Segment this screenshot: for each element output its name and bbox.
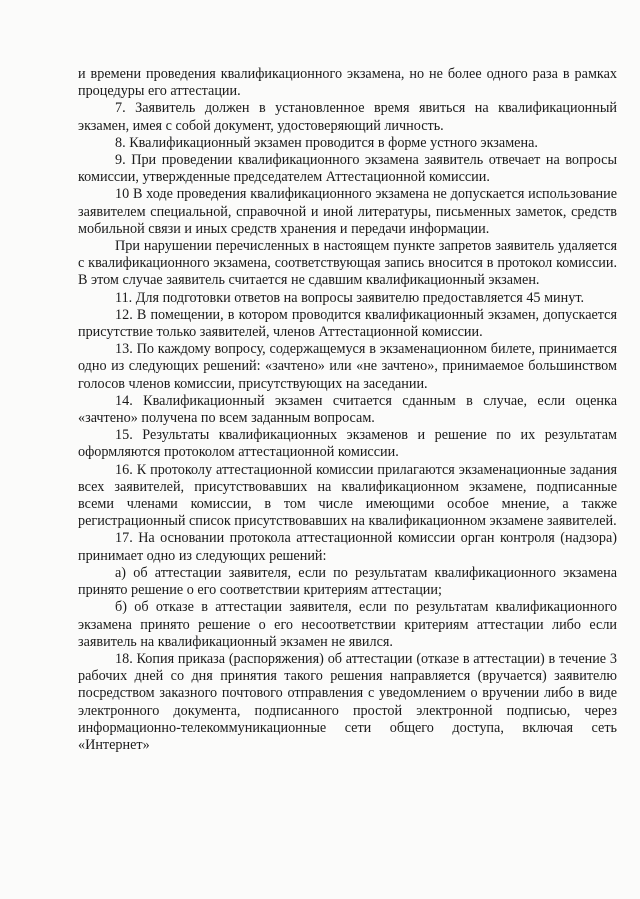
paragraph-18: 18. Копия приказа (распоряжения) об аттестации (отказе в аттестации) в течение 3 рабочих дней со дня принятия такого решения направляется (вручается) заявителю посредством заказного почтового отправления с уведомлением о вручении либо в виде электронного документа, подписанного простой электронной подписью, через информационно-телекоммуникационные сети общего доступа, включая сеть «Интернет» xyxy=(78,650,617,753)
paragraph-17b: б) об отказе в аттестации заявителя, если по результатам квалификационного экзамена принято решение о его несоответствии критериям аттестации либо если заявитель на квалификационный экзамен не явился. xyxy=(78,599,617,650)
paragraph-14: 14. Квалификационный экзамен считается сданным в случае, если оценка «зачтено» получена по всем заданным вопросам. xyxy=(78,392,617,427)
paragraph-10-violation: При нарушении перечисленных в настоящем пункте запретов заявитель удаляется с квалификационного экзамена, соответствующая запись вносится в протокол комиссии. В этом случае заявитель считается не сдавшим квалификационный экзамен. xyxy=(78,238,617,289)
paragraph-17: 17. На основании протокола аттестационной комиссии орган контроля (надзора) принимает одно из следующих решений: xyxy=(78,530,617,564)
paragraph-17a: а) об аттестации заявителя, если по результатам квалификационного экзамена принято решение о его соответствии критериям аттестации; xyxy=(78,564,617,599)
paragraph-9: 9. При проведении квалификационного экзамена заявитель отвечает на вопросы комиссии, утвержденные председателем Аттестационной комиссии. xyxy=(78,152,617,186)
paragraph-8: 8. Квалификационный экзамен проводится в форме устного экзамена. xyxy=(115,134,538,151)
paragraph-10: 10 В ходе проведения квалификационного экзамена не допускается использование заявителем специальной, справочной и иной литературы, письменных заметок, средств мобильной связи и иных средств хранения и передачи информации. xyxy=(78,186,617,237)
paragraph-continuation: и времени проведения квалификационного экзамена, но не более одного раза в рамках процедуры его аттестации. xyxy=(78,66,617,100)
paragraph-15: 15. Результаты квалификационных экзаменов и решение по их результатам оформляются протоколом аттестационной комиссии. xyxy=(78,427,617,461)
paragraph-16: 16. К протоколу аттестационной комиссии прилагаются экзаменационные задания всех заявителей, присутствовавших на квалификационном экзамене, подписанные всеми членами комиссии, в том числе имеющими особое мнение, а также регистрационный список присутствовавших на квалификационном экзамене заявителей. xyxy=(78,461,617,530)
paragraph-7: 7. Заявитель должен в установленное время явиться на квалификационный экзамен, имея с собой документ, удостоверяющий личность. xyxy=(78,100,617,134)
paragraph-13: 13. По каждому вопросу, содержащемуся в экзаменационном билете, принимается одно из следующих решений: «зачтено» или «не зачтено», принимаемое большинством голосов членов комиссии, присутствующих на заседании. xyxy=(78,341,617,392)
paragraph-12: 12. В помещении, в котором проводится квалификационный экзамен, допускается присутствие только заявителей, членов Аттестационной комиссии. xyxy=(78,306,617,341)
document-body xyxy=(78,66,617,754)
paragraph-11: 11. Для подготовки ответов на вопросы заявителю предоставляется 45 минут. xyxy=(115,289,585,306)
